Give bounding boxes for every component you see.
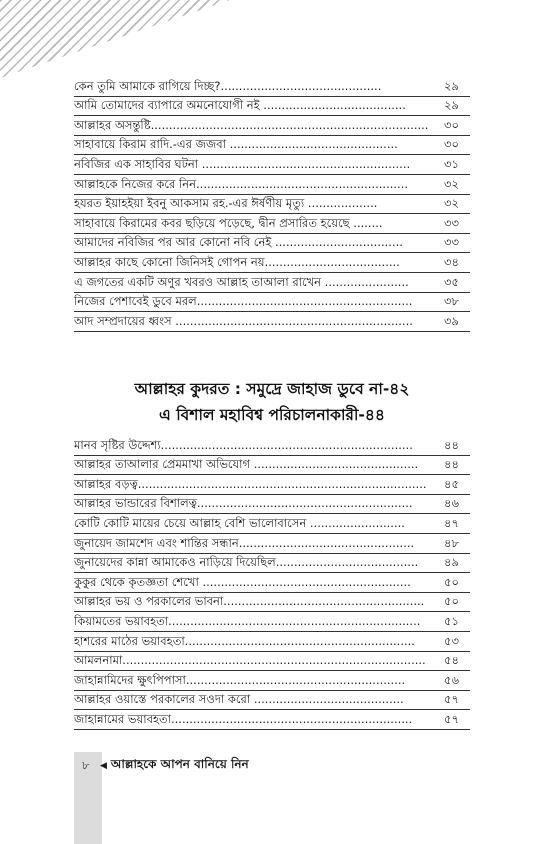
toc-entry-page: ৩৩ [444,235,459,250]
toc-entry[interactable] [74,514,470,534]
toc-entry[interactable] [74,475,470,495]
toc-entry-title: আল্লাহর ভান্ডারের বিশালত্ব........................................................... [74,496,413,511]
toc-entry-title: আমি তোমাদের ব্যাপারে অমনোযোগী নই ....................................... [74,98,406,113]
toc-entry-title: জাহান্নামের ভয়াবহতা.................................................................. [74,711,413,726]
toc-entry-page: ৪৮ [444,535,459,550]
toc-entry-title: কুকুর থেকে কৃতজ্ঞতা শেখো ......................................................... [74,574,411,589]
toc-entry-title: জাহান্নামিদের ক্ষুৎপিপাসা............................................................ [74,672,406,687]
toc-entry-title: হাশরের মাঠের ভয়াবহতা............................................................... [74,633,415,648]
toc-entry[interactable] [74,534,470,554]
toc-section-2 [74,436,470,730]
toc-entry-title: আল্লাহর অসন্তুষ্টি............................................................................ [74,117,429,132]
toc-entry-page: ৫৭ [444,711,459,726]
toc-entry[interactable] [74,612,470,632]
toc-entry[interactable] [74,77,470,97]
toc-entry-title: জুনায়েদের কান্না আমাকেও নাড়িয়ে দিয়েছিল....................................... [74,555,419,570]
toc-entry[interactable] [74,312,470,332]
toc-entry[interactable] [74,632,470,652]
toc-entry-title: আল্লাহর কাছে কোনো জিনিসই গোপন নয়..................................... [74,254,400,269]
chapter-subheading: এ বিশাল মহাবিশ্ব পরিচালনাকারী-৪৪ [159,406,385,424]
toc-entry[interactable] [74,175,470,195]
toc-entry-page: ৪৭ [444,515,459,530]
running-title: আল্লাহকে আপন বানিয়ে নিন [110,757,249,771]
toc-entry-title: এ জগতের একটি অণুর খবরও আল্লাহ তাআলা রাখেন ....................... [74,274,409,289]
toc-entry-title: আমাদের নবিজির পর আর কোনো নবি নেই ................................... [74,235,403,250]
toc-entry-page: ৪৬ [444,496,459,511]
toc-entry[interactable] [74,436,470,456]
toc-entry-page: ৫০ [444,574,459,589]
toc-entry[interactable] [74,273,470,293]
toc-entry[interactable] [74,554,470,574]
toc-entry-title: জুনায়েদ জামশেদ এবং শান্তির সন্ধান................................................ [74,535,415,550]
toc-entry-page: ২৯ [444,78,459,93]
toc-entry-title: আমলনামা................................................................................... [74,653,426,668]
toc-entry-title: আল্লাহকে নিজের করে নিন.......................................................... [74,176,409,191]
toc-entry-title: আল্লাহর ভয় ও পরকালের ভাবনা....................................................... [74,594,425,609]
toc-entry-page: ৩২ [444,176,459,191]
toc-entry-page: ৫৩ [444,633,459,648]
toc-entry-page: ৩৮ [444,294,459,309]
toc-entry[interactable] [74,97,470,117]
left-triangle-icon: ◀ [100,761,107,771]
toc-entry-page: ৪৪ [444,437,459,452]
toc-entry-page: ৫৪ [444,653,459,668]
toc-entry[interactable] [74,456,470,476]
toc-entry[interactable] [74,136,470,156]
toc-section-1 [74,77,470,332]
toc-entry[interactable] [74,573,470,593]
toc-entry-page: ৫৬ [444,672,459,687]
toc-entry-title: আল্লাহর ওয়াস্তে পরকালের সওদা করো ......................................... [74,692,404,707]
toc-entry[interactable] [74,234,470,254]
toc-entry[interactable] [74,155,470,175]
chapter-heading: আল্লাহর কুদরত : সমুদ্রে জাহাজ ডুবে না-৪২ [134,380,410,398]
toc-entry-page: ৩১ [444,156,459,171]
toc-entry-title: আদ সম্প্রদায়ের ধ্বংস ................................................................. [74,313,413,328]
toc-entry-page: ৩০ [444,117,459,132]
toc-entry-page: ৩৪ [444,254,459,269]
toc-entry[interactable] [74,691,470,711]
toc-entry-title: মানব সৃষ্টির উদ্দেশ্য..................................................................... [74,437,413,452]
toc-entry-page: ২৯ [444,98,459,113]
toc-entry-page: ৪৪ [444,457,459,472]
toc-entry-page: ৪৯ [444,555,459,570]
decorative-stripes [0,0,230,78]
toc-entry-title: কিয়ামতের ভয়াবহতা..................................................................... [74,613,421,628]
toc-entry-title: সাহাবায়ে কিরামের কবর ছড়িয়ে পড়েছে, দ্বীন প্রসারিত হয়েছে ........ [74,215,383,230]
toc-entry-page: ৩৩ [444,215,459,230]
toc-entry[interactable] [74,495,470,515]
toc-entry-title: আল্লাহর তাআলার প্রেমমাখা অভিযোগ ............................................. [74,457,419,472]
toc-entry-page: ৫১ [444,613,459,628]
toc-entry-page: ৩৯ [444,313,459,328]
page-footer [82,756,249,776]
toc-entry-title: নিজের পেশাবেই ডুবে মরল........................................................... [74,294,413,309]
toc-entry-page: ৩২ [444,196,459,211]
toc-entry[interactable] [74,593,470,613]
toc-entry-page: ৩০ [444,137,459,152]
toc-entry[interactable] [74,116,470,136]
page-number: ৮ [82,757,90,772]
toc-entry-page: ৩৫ [444,274,459,289]
toc-entry-page: ৫৭ [444,692,459,707]
toc-entry-page: ৪৫ [444,476,459,491]
toc-entry-title: কেন তুমি আমাকে রাগিয়ে দিচ্ছ?............................................ [74,78,382,93]
toc-entry[interactable] [74,195,470,215]
toc-entry-title: কোটি কোটি মায়ের চেয়ে আল্লাহ বেশি ভালোবাসেন .......................... [74,515,405,530]
toc-entry-title: হযরত ইয়াহইয়া ইবনু আকসাম রহ.-এর ঈর্ষণীয় মৃত্যু ................... [74,196,378,211]
toc-entry[interactable] [74,214,470,234]
toc-entry[interactable] [74,710,470,730]
toc-entry[interactable] [74,293,470,313]
toc-entry-title: আল্লাহর বড়ত্ব............................................................................... [74,476,427,491]
toc-entry-page: ৫০ [444,594,459,609]
toc-entry[interactable] [74,253,470,273]
toc-entry[interactable] [74,671,470,691]
toc-entry[interactable] [74,652,470,672]
toc-entry-title: সাহাবায়ে কিরাম রাদি.-এর জজবা .............................................. [74,137,398,152]
toc-entry-title: নবিজির এক সাহাবির ঘটনা ......................................................... [74,156,411,171]
